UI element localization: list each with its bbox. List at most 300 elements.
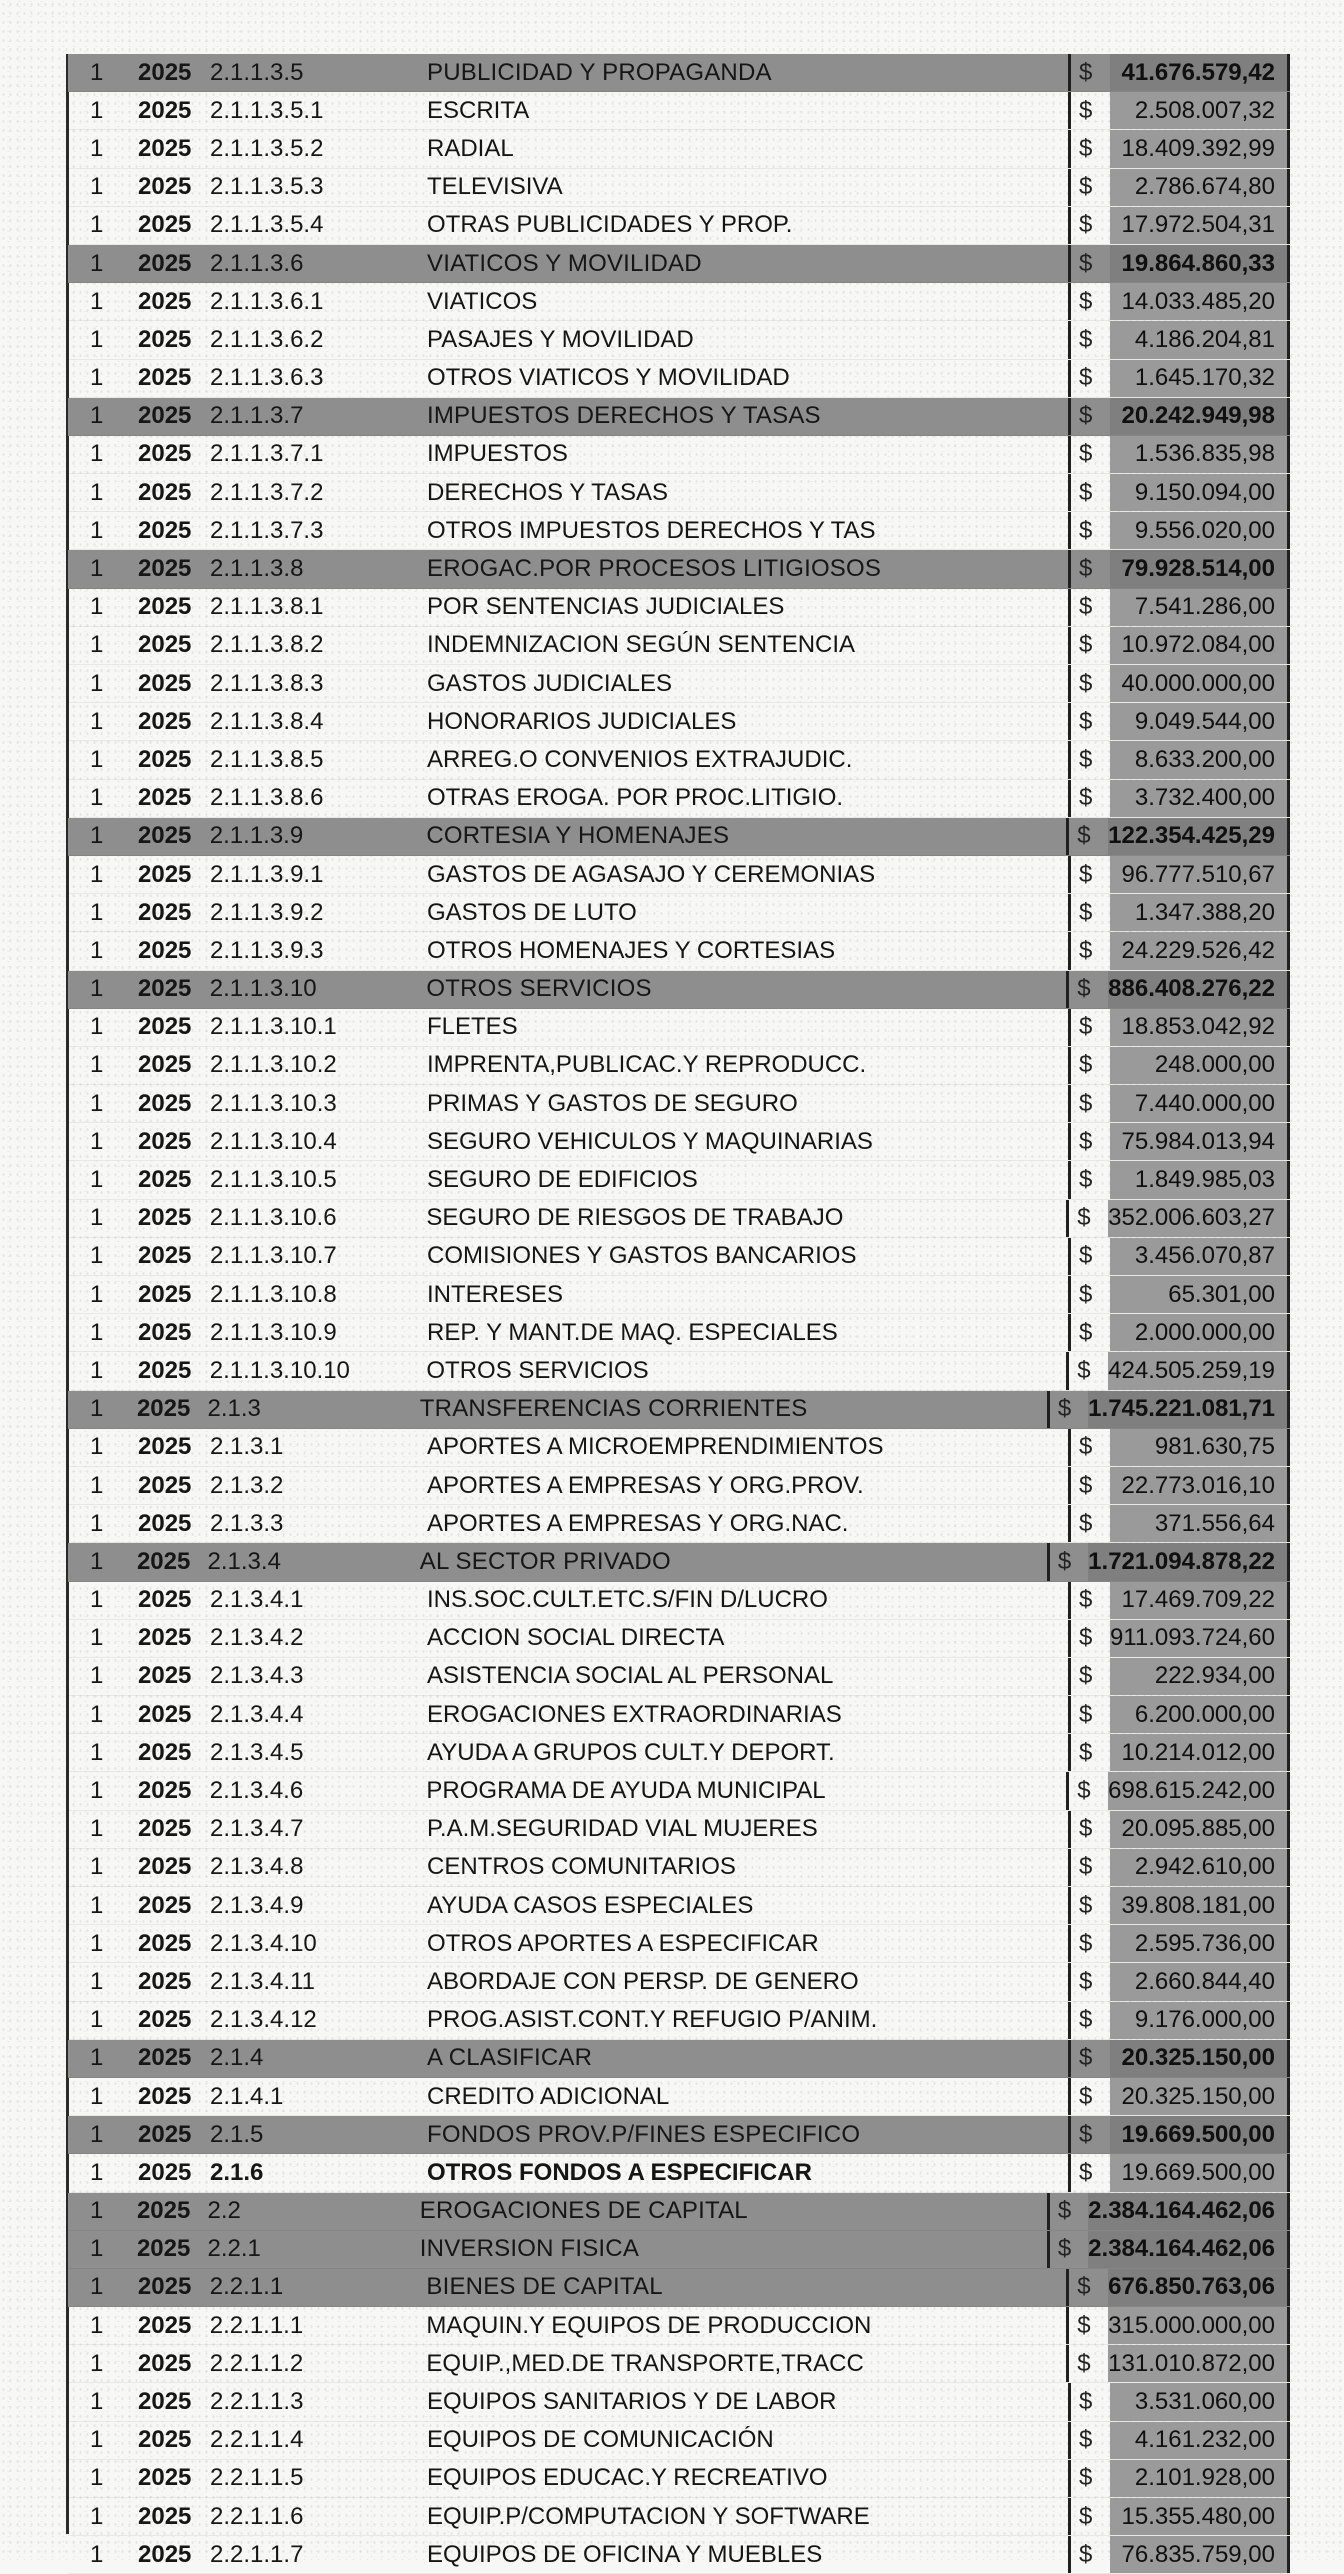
year-cell: 2025	[138, 860, 192, 888]
currency-cell: $	[1066, 2269, 1108, 2306]
table-row	[68, 1925, 1290, 1963]
year-cell: 2025	[138, 1700, 192, 1728]
amount-cell: 2.508.007,32	[1110, 92, 1290, 129]
description-cell: TELEVISIVA	[427, 173, 563, 201]
description-cell: GASTOS DE AGASAJO Y CEREMONIAS	[427, 860, 876, 888]
account-code-cell: 2.2.1.1.2	[209, 2349, 304, 2377]
row-number-cell: 1	[90, 2388, 104, 2416]
amount-cell: 1.645.170,32	[1110, 360, 1290, 397]
table-row	[68, 321, 1290, 359]
year-cell: 2025	[138, 478, 192, 506]
description-cell: PRIMAS Y GASTOS DE SEGURO	[427, 1089, 798, 1117]
description-cell: OTROS IMPUESTOS DERECHOS Y TAS	[427, 516, 876, 544]
account-code-cell: 2.1.1.3.6.2	[210, 325, 324, 353]
row-number-cell: 1	[90, 1929, 104, 1957]
year-cell: 2025	[138, 1624, 192, 1652]
description-cell: RADIAL	[427, 134, 514, 162]
year-cell: 2025	[137, 1204, 192, 1232]
year-cell: 2025	[138, 2388, 192, 2416]
description-cell: INDEMNIZACION SEGÚN SENTENCIA	[427, 631, 856, 659]
account-code-cell: 2.1.1.3.10	[209, 975, 317, 1003]
table-row-subtotal	[68, 2231, 1290, 2269]
year-cell: 2025	[138, 1471, 192, 1499]
table-row	[68, 1238, 1290, 1276]
amount-cell: 676.850.763,06	[1108, 2269, 1290, 2306]
account-code-cell: 2.1.1.3.6	[210, 249, 304, 277]
description-cell: VIATICOS	[427, 287, 538, 315]
account-code-cell: 2.1.1.3.10.3	[210, 1089, 337, 1117]
currency-cell: $	[1068, 360, 1110, 397]
table-row-subtotal	[68, 2269, 1290, 2307]
amount-cell: 19.669.500,00	[1110, 2154, 1290, 2191]
account-code-cell: 2.2.1.1.1	[209, 2311, 304, 2339]
currency-cell: $	[1068, 1849, 1110, 1886]
account-code-cell: 2.1.1.3.10.6	[209, 1204, 337, 1232]
amount-cell: 911.093.724,60	[1110, 1620, 1290, 1657]
row-number-cell: 1	[90, 2540, 104, 2568]
table-row	[68, 474, 1290, 512]
row-number-cell: 1	[90, 211, 104, 239]
row-number-cell: 1	[90, 1166, 104, 1194]
year-cell: 2025	[138, 364, 192, 392]
row-number-cell: 1	[90, 1624, 104, 1652]
row-number-cell: 1	[90, 1738, 104, 1766]
description-cell: SEGURO VEHICULOS Y MAQUINARIAS	[427, 1127, 873, 1155]
table-row	[68, 207, 1290, 245]
currency-cell: $	[1068, 2498, 1110, 2535]
row-number-cell: 1	[90, 1547, 104, 1575]
amount-cell: 17.972.504,31	[1110, 207, 1290, 244]
account-code-cell: 2.2.1.1.4	[210, 2426, 304, 2454]
description-cell: AYUDA CASOS ESPECIALES	[427, 1891, 754, 1919]
amount-cell: 352.006.603,27	[1108, 1200, 1290, 1237]
year-cell: 2025	[136, 2235, 191, 2263]
row-number-cell: 1	[90, 1242, 104, 1270]
description-cell: CORTESIA Y HOMENAJES	[426, 822, 730, 850]
year-cell: 2025	[138, 516, 192, 544]
amount-cell: 7.541.286,00	[1110, 589, 1290, 626]
currency-cell: $	[1068, 741, 1110, 778]
description-cell: TRANSFERENCIAS CORRIENTES	[419, 1395, 808, 1423]
table-row	[68, 627, 1290, 665]
table-row	[68, 932, 1290, 970]
amount-cell: 19.669.500,00	[1110, 2116, 1290, 2153]
currency-cell: $	[1066, 2345, 1108, 2382]
table-row	[68, 1582, 1290, 1620]
account-code-cell: 2.1.1.3.5.2	[210, 134, 324, 162]
row-number-cell: 1	[90, 1356, 104, 1384]
description-cell: PASAJES Y MOVILIDAD	[427, 325, 694, 353]
row-number-cell: 1	[90, 1815, 104, 1843]
description-cell: HONORARIOS JUDICIALES	[427, 707, 737, 735]
currency-cell: $	[1068, 1085, 1110, 1122]
account-code-cell: 2.1.1.3.7.2	[210, 478, 324, 506]
description-cell: EQUIP.P/COMPUTACION Y SOFTWARE	[427, 2502, 870, 2530]
row-number-cell: 1	[90, 1853, 104, 1881]
year-cell: 2025	[137, 2349, 192, 2377]
amount-cell: 9.556.020,00	[1110, 512, 1290, 549]
amount-cell: 20.242.949,98	[1110, 398, 1290, 435]
currency-cell: $	[1066, 1352, 1108, 1389]
table-row	[68, 589, 1290, 627]
table-row	[68, 283, 1290, 321]
description-cell: ESCRITA	[427, 96, 530, 124]
description-cell: EQUIPOS EDUCAC.Y RECREATIVO	[427, 2464, 828, 2492]
account-code-cell: 2.1.1.3.9	[209, 822, 304, 850]
table-row	[68, 1047, 1290, 1085]
account-code-cell: 2.1.6	[210, 2158, 264, 2186]
year-cell: 2025	[138, 2044, 192, 2072]
table-row	[68, 1772, 1290, 1810]
row-number-cell: 1	[90, 1433, 104, 1461]
year-cell: 2025	[138, 936, 192, 964]
row-number-cell: 1	[90, 516, 104, 544]
currency-cell: $	[1068, 856, 1110, 893]
table-row	[68, 1887, 1290, 1925]
amount-cell: 22.773.016,10	[1110, 1467, 1290, 1504]
row-number-cell: 1	[90, 1471, 104, 1499]
currency-cell: $	[1068, 245, 1110, 282]
year-cell: 2025	[138, 707, 192, 735]
description-cell: APORTES A EMPRESAS Y ORG.PROV.	[427, 1471, 864, 1499]
row-number-cell: 1	[90, 936, 104, 964]
row-number-cell: 1	[90, 2158, 104, 2186]
description-cell: OTROS SERVICIOS	[426, 1356, 649, 1384]
amount-cell: 15.355.480,00	[1110, 2498, 1290, 2535]
currency-cell: $	[1068, 512, 1110, 549]
amount-cell: 24.229.526,42	[1110, 932, 1290, 969]
table-row-subtotal	[68, 54, 1290, 92]
year-cell: 2025	[138, 631, 192, 659]
account-code-cell: 2.1.4.1	[210, 2082, 284, 2110]
year-cell: 2025	[137, 1356, 192, 1384]
row-number-cell: 1	[90, 2006, 104, 2034]
table-row	[68, 2078, 1290, 2116]
row-number-cell: 1	[90, 1127, 104, 1155]
year-cell: 2025	[137, 1777, 192, 1805]
year-cell: 2025	[138, 1509, 192, 1537]
currency-cell: $	[1068, 2383, 1110, 2420]
description-cell: OTRAS EROGA. POR PROC.LITIGIO.	[427, 784, 844, 812]
year-cell: 2025	[138, 1586, 192, 1614]
amount-cell: 2.101.928,00	[1110, 2460, 1290, 2497]
description-cell: VIATICOS Y MOVILIDAD	[427, 249, 702, 277]
table-row-subtotal	[68, 818, 1290, 856]
account-code-cell: 2.1.1.3.10.4	[210, 1127, 337, 1155]
amount-cell: 20.325.150,00	[1110, 2078, 1290, 2115]
table-row	[68, 1811, 1290, 1849]
year-cell: 2025	[138, 2540, 192, 2568]
currency-cell: $	[1068, 1658, 1110, 1695]
year-cell: 2025	[138, 1853, 192, 1881]
description-cell: EQUIP.,MED.DE TRANSPORTE,TRACC	[426, 2349, 864, 2377]
row-number-cell: 1	[90, 1662, 104, 1690]
amount-cell: 315.000.000,00	[1108, 2307, 1290, 2344]
amount-cell: 79.928.514,00	[1110, 550, 1290, 587]
year-cell: 2025	[138, 2502, 192, 2530]
year-cell: 2025	[136, 1547, 191, 1575]
account-code-cell: 2.1.1.3.7.3	[210, 516, 324, 544]
year-cell: 2025	[138, 1738, 192, 1766]
year-cell: 2025	[138, 1815, 192, 1843]
table-row	[68, 436, 1290, 474]
table-row	[68, 1696, 1290, 1734]
account-code-cell: 2.1.3.4.1	[210, 1586, 304, 1614]
account-code-cell: 2.1.3.4.6	[209, 1777, 304, 1805]
account-code-cell: 2.1.3.4.8	[210, 1853, 304, 1881]
year-cell: 2025	[138, 669, 192, 697]
table-row	[68, 2154, 1290, 2192]
row-number-cell: 1	[90, 2197, 104, 2225]
currency-cell: $	[1068, 2116, 1110, 2153]
description-cell: OTROS FONDOS A ESPECIFICAR	[427, 2158, 812, 2186]
row-number-cell: 1	[90, 669, 104, 697]
year-cell: 2025	[137, 2273, 192, 2301]
row-number-cell: 1	[90, 1089, 104, 1117]
year-cell: 2025	[138, 2082, 192, 2110]
currency-cell: $	[1068, 1963, 1110, 2000]
table-row	[68, 2536, 1290, 2574]
description-cell: AYUDA A GRUPOS CULT.Y DEPORT.	[427, 1738, 835, 1766]
currency-cell: $	[1066, 2307, 1108, 2344]
account-code-cell: 2.1.3.3	[210, 1509, 284, 1537]
amount-cell: 2.384.164.462,06	[1088, 2231, 1290, 2268]
currency-cell: $	[1068, 1505, 1110, 1542]
currency-cell: $	[1068, 1734, 1110, 1771]
table-row	[68, 92, 1290, 130]
account-code-cell: 2.1.1.3.5.4	[210, 211, 324, 239]
currency-cell: $	[1068, 1925, 1110, 1962]
table-row	[68, 1085, 1290, 1123]
currency-cell: $	[1068, 1811, 1110, 1848]
row-number-cell: 1	[90, 1204, 104, 1232]
amount-cell: 2.660.844,40	[1110, 1963, 1290, 2000]
table-row	[68, 2307, 1290, 2345]
year-cell: 2025	[138, 898, 192, 926]
amount-cell: 96.777.510,67	[1110, 856, 1290, 893]
year-cell: 2025	[138, 249, 192, 277]
amount-cell: 9.176.000,00	[1110, 2002, 1290, 2039]
description-cell: INS.SOC.CULT.ETC.S/FIN D/LUCRO	[427, 1586, 828, 1614]
row-number-cell: 1	[90, 1318, 104, 1346]
account-code-cell: 2.1.1.3.10.8	[210, 1280, 337, 1308]
account-code-cell: 2.1.3.4.9	[210, 1891, 304, 1919]
row-number-cell: 1	[90, 1013, 104, 1041]
row-number-cell: 1	[90, 402, 104, 430]
account-code-cell: 2.1.3.4.2	[210, 1624, 304, 1652]
account-code-cell: 2.1.1.3.10.1	[210, 1013, 337, 1041]
account-code-cell: 2.1.1.3.8.2	[210, 631, 324, 659]
amount-cell: 2.384.164.462,06	[1088, 2193, 1290, 2230]
row-number-cell: 1	[90, 898, 104, 926]
amount-cell: 2.942.610,00	[1110, 1849, 1290, 1886]
table-row	[68, 1505, 1290, 1543]
amount-cell: 2.595.736,00	[1110, 1925, 1290, 1962]
row-number-cell: 1	[90, 2311, 104, 2339]
amount-cell: 39.808.181,00	[1110, 1887, 1290, 1924]
row-number-cell: 1	[90, 364, 104, 392]
description-cell: IMPUESTOS	[427, 440, 568, 468]
amount-cell: 14.033.485,20	[1110, 283, 1290, 320]
amount-cell: 10.972.084,00	[1110, 627, 1290, 664]
row-number-cell: 1	[90, 134, 104, 162]
year-cell: 2025	[138, 1280, 192, 1308]
amount-cell: 6.200.000,00	[1110, 1696, 1290, 1733]
currency-cell: $	[1068, 2422, 1110, 2459]
row-number-cell: 1	[90, 325, 104, 353]
row-number-cell: 1	[90, 1280, 104, 1308]
currency-cell: $	[1068, 1696, 1110, 1733]
table-row	[68, 1734, 1290, 1772]
row-number-cell: 1	[90, 1967, 104, 1995]
account-code-cell: 2.1.1.3.10.5	[210, 1166, 337, 1194]
row-number-cell: 1	[90, 593, 104, 621]
currency-cell: $	[1068, 589, 1110, 626]
description-cell: INTERESES	[427, 1280, 564, 1308]
account-code-cell: 2.2.1.1.5	[210, 2464, 304, 2492]
table-row	[68, 1009, 1290, 1047]
row-number-cell: 1	[90, 1586, 104, 1614]
currency-cell: $	[1068, 1238, 1110, 1275]
row-number-cell: 1	[90, 1891, 104, 1919]
currency-cell: $	[1068, 627, 1110, 664]
account-code-cell: 2.2.1.1.3	[210, 2388, 304, 2416]
currency-cell: $	[1068, 665, 1110, 702]
year-cell: 2025	[136, 2197, 191, 2225]
row-number-cell: 1	[90, 2464, 104, 2492]
currency-cell: $	[1047, 1391, 1088, 1428]
currency-cell: $	[1068, 1047, 1110, 1084]
amount-cell: 17.469.709,22	[1110, 1582, 1290, 1619]
row-number-cell: 1	[90, 2044, 104, 2072]
amount-cell: 18.853.042,92	[1110, 1009, 1290, 1046]
description-cell: P.A.M.SEGURIDAD VIAL MUJERES	[427, 1815, 818, 1843]
year-cell: 2025	[138, 402, 192, 430]
year-cell: 2025	[138, 58, 192, 86]
table-row-subtotal	[68, 550, 1290, 588]
year-cell: 2025	[138, 440, 192, 468]
amount-cell: 222.934,00	[1110, 1658, 1290, 1695]
table-row	[68, 130, 1290, 168]
account-code-cell: 2.1.3.4.12	[210, 2006, 317, 2034]
description-cell: EROGACIONES EXTRAORDINARIAS	[427, 1700, 842, 1728]
year-cell: 2025	[138, 1127, 192, 1155]
year-cell: 2025	[138, 1318, 192, 1346]
description-cell: CREDITO ADICIONAL	[427, 2082, 670, 2110]
year-cell: 2025	[138, 134, 192, 162]
account-code-cell: 2.1.1.3.9.3	[210, 936, 324, 964]
currency-cell: $	[1068, 1161, 1110, 1198]
account-code-cell: 2.1.3.4	[207, 1547, 281, 1575]
description-cell: APORTES A MICROEMPRENDIMIENTOS	[427, 1433, 884, 1461]
amount-cell: 3.531.060,00	[1110, 2383, 1290, 2420]
table-row	[68, 1352, 1290, 1390]
amount-cell: 1.536.835,98	[1110, 436, 1290, 473]
description-cell: POR SENTENCIAS JUDICIALES	[427, 593, 785, 621]
currency-cell: $	[1068, 1887, 1110, 1924]
table-row	[68, 360, 1290, 398]
amount-cell: 65.301,00	[1110, 1276, 1290, 1313]
account-code-cell: 2.1.1.3.8	[210, 555, 304, 583]
table-row	[68, 2422, 1290, 2460]
description-cell: OTRAS PUBLICIDADES Y PROP.	[427, 211, 793, 239]
account-code-cell: 2.1.1.3.10.7	[210, 1242, 337, 1270]
description-cell: OTROS HOMENAJES Y CORTESIAS	[427, 936, 836, 964]
currency-cell: $	[1068, 54, 1110, 91]
amount-cell: 371.556,64	[1110, 1505, 1290, 1542]
currency-cell: $	[1068, 2460, 1110, 2497]
description-cell: SEGURO DE RIESGOS DE TRABAJO	[426, 1204, 844, 1232]
year-cell: 2025	[138, 1013, 192, 1041]
account-code-cell: 2.1.3.4.7	[210, 1815, 304, 1843]
description-cell: APORTES A EMPRESAS Y ORG.NAC.	[427, 1509, 849, 1537]
table-row-subtotal	[68, 2116, 1290, 2154]
currency-cell: $	[1068, 1276, 1110, 1313]
account-code-cell: 2.1.3.4.5	[210, 1738, 304, 1766]
account-code-cell: 2.1.5	[210, 2120, 264, 2148]
table-row-subtotal	[68, 2193, 1290, 2231]
amount-cell: 19.864.860,33	[1110, 245, 1290, 282]
currency-cell: $	[1068, 703, 1110, 740]
amount-cell: 4.186.204,81	[1110, 321, 1290, 358]
year-cell: 2025	[138, 1929, 192, 1957]
row-number-cell: 1	[90, 2273, 104, 2301]
description-cell: ARREG.O CONVENIOS EXTRAJUDIC.	[427, 745, 853, 773]
table-row-subtotal	[68, 398, 1290, 436]
row-number-cell: 1	[90, 1395, 104, 1423]
description-cell: A CLASIFICAR	[427, 2044, 593, 2072]
account-code-cell: 2.2.1.1.7	[210, 2540, 304, 2568]
row-number-cell: 1	[90, 2349, 104, 2377]
account-code-cell: 2.1.1.3.10.10	[209, 1356, 350, 1384]
description-cell: BIENES DE CAPITAL	[426, 2273, 663, 2301]
row-number-cell: 1	[90, 2235, 104, 2263]
amount-cell: 8.633.200,00	[1110, 741, 1290, 778]
budget-table	[68, 54, 1290, 2574]
account-code-cell: 2.1.1.3.6.1	[210, 287, 324, 315]
account-code-cell: 2.1.1.3.8.6	[210, 784, 324, 812]
amount-cell: 131.010.872,00	[1108, 2345, 1290, 2382]
amount-cell: 424.505.259,19	[1108, 1352, 1290, 1389]
description-cell: OTROS APORTES A ESPECIFICAR	[427, 1929, 819, 1957]
account-code-cell: 2.1.3.4.4	[210, 1700, 304, 1728]
table-row	[68, 2383, 1290, 2421]
currency-cell: $	[1066, 1200, 1108, 1237]
year-cell: 2025	[138, 745, 192, 773]
table-row	[68, 665, 1290, 703]
account-code-cell: 2.1.3.4.10	[210, 1929, 317, 1957]
account-code-cell: 2.1.1.3.5	[210, 58, 304, 86]
currency-cell: $	[1068, 1009, 1110, 1046]
account-code-cell: 2.1.1.3.5.3	[210, 173, 324, 201]
table-row	[68, 1200, 1290, 1238]
year-cell: 2025	[138, 211, 192, 239]
account-code-cell: 2.1.1.3.8.5	[210, 745, 324, 773]
row-number-cell: 1	[90, 96, 104, 124]
description-cell: EROGAC.POR PROCESOS LITIGIOSOS	[427, 555, 882, 583]
description-cell: FLETES	[427, 1013, 518, 1041]
table-row	[68, 1314, 1290, 1352]
description-cell: EROGACIONES DE CAPITAL	[419, 2197, 748, 2225]
table-row	[68, 1161, 1290, 1199]
year-cell: 2025	[138, 2464, 192, 2492]
year-cell: 2025	[138, 1433, 192, 1461]
row-number-cell: 1	[90, 58, 104, 86]
account-code-cell: 2.1.4	[210, 2044, 264, 2072]
table-row-subtotal	[68, 1391, 1290, 1429]
account-code-cell: 2.1.3.1	[210, 1433, 284, 1461]
table-row	[68, 703, 1290, 741]
